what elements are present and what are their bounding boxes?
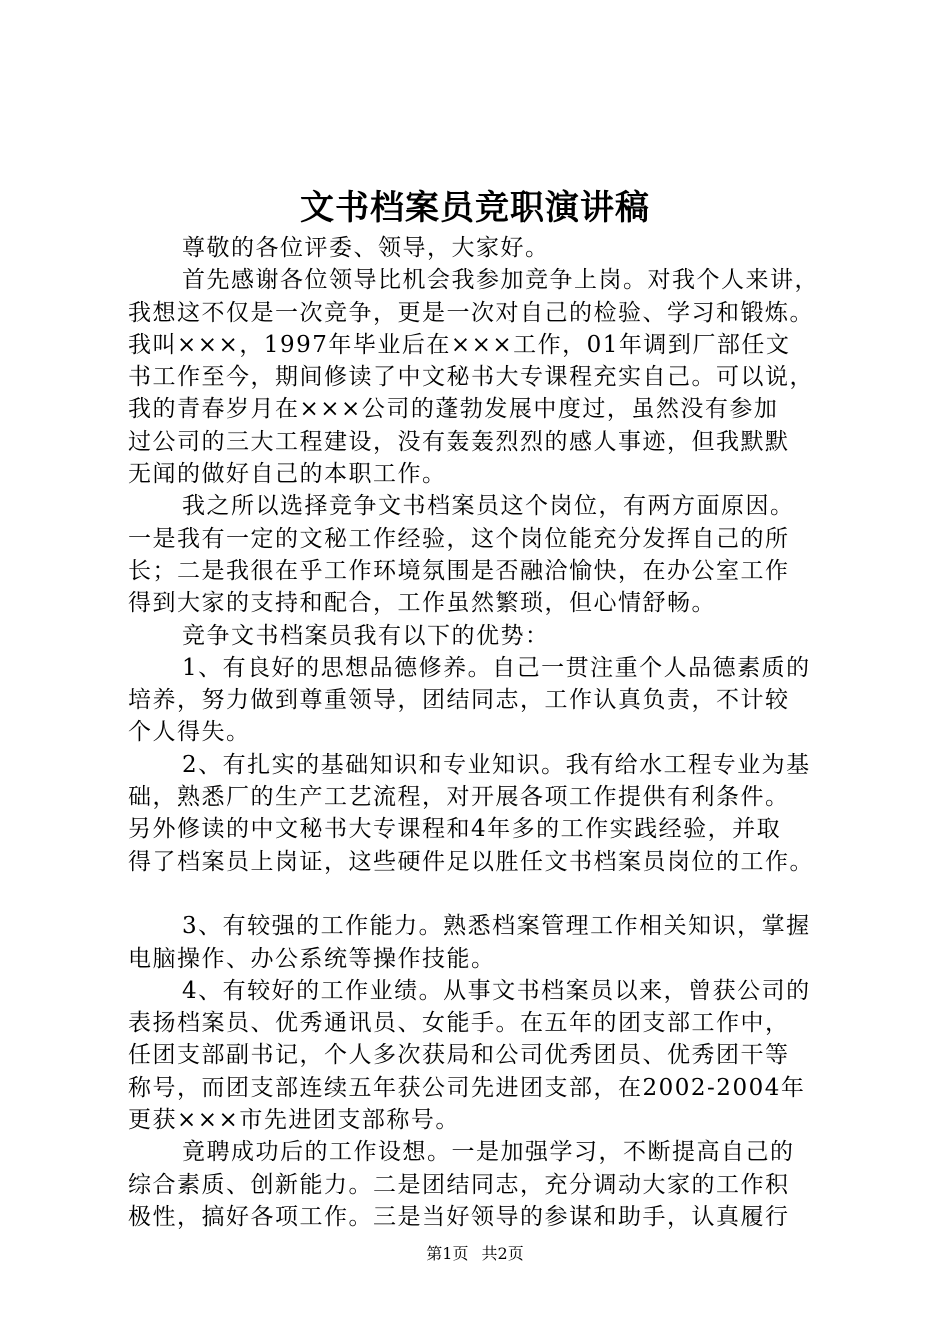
text-line: 个人得失。 <box>128 719 251 746</box>
blank-line <box>128 878 848 910</box>
text-line: 竟聘成功后的工作设想。一是加强学习，不断提高自己的 <box>182 1139 795 1166</box>
text-line: 长；二是我很在乎工作环境氛围是否融洽愉快，在办公室工作 <box>128 557 790 584</box>
text-line: 任团支部副书记，个人多次获局和公司优秀团员、优秀团干等 <box>128 1042 790 1069</box>
page-footer <box>0 1243 950 1265</box>
text-line: 2、有扎实的基础知识和专业知识。我有给水工程专业为基 <box>182 751 811 778</box>
page-number: 第1页 <box>426 1244 469 1263</box>
text-line: 首先感谢各位领导比机会我参加竞争上岗。对我个人来讲， <box>182 267 819 294</box>
text-line: 础，熟悉厂的生产工艺流程，对开展各项工作提供有利条件。 <box>128 784 790 811</box>
text-line: 极性，搞好各项工作。三是当好领导的参谋和助手，认真履行 <box>128 1203 790 1230</box>
text-line: 得到大家的支持和配合，工作虽然繁琐，但心情舒畅。 <box>128 590 716 617</box>
text-line: 尊敬的各位评委、领导，大家好。 <box>182 235 550 261</box>
text-line: 我叫×××，1997年毕业后在×××工作，01年调到厂部任文 <box>128 331 791 358</box>
text-line: 竞争文书档案员我有以下的优势： <box>182 622 550 649</box>
text-line: 1、有良好的思想品德修养。自己一贯注重个人品德素质的 <box>182 654 811 681</box>
text-line: 一是我有一定的文秘工作经验，这个岗位能充分发挥自己的所 <box>128 525 790 552</box>
text-line: 3、有较强的工作能力。熟悉档案管理工作相关知识，掌握 <box>182 913 811 940</box>
text-line: 称号，而团支部连续五年获公司先进团支部，在2002-2004年 <box>128 1074 806 1101</box>
text-line: 综合素质、创新能力。二是团结同志，充分调动大家的工作积 <box>128 1171 790 1198</box>
text-line: 另外修读的中文秘书大专课程和4年多的工作实践经验，并取 <box>128 816 782 843</box>
text-line: 培养，努力做到尊重领导，团结同志，工作认真负责，不计较 <box>128 687 790 714</box>
text-line: 我想这不仅是一次竞争，更是一次对自己的检验、学习和锻炼。 <box>128 299 814 326</box>
text-line: 我的青春岁月在×××公司的蓬勃发展中度过，虽然没有参加 <box>128 396 779 423</box>
text-line: 表扬档案员、优秀通讯员、女能手。在五年的团支部工作中， <box>128 1010 790 1037</box>
text-line: 更获×××市先进团支部称号。 <box>128 1107 460 1134</box>
text-line: 得了档案员上岗证，这些硬件足以胜任文书档案员岗位的工作。 <box>128 848 814 875</box>
text-line: 书工作至今，期间修读了中文秘书大专课程充实自己。可以说， <box>128 364 814 391</box>
text-line: 我之所以选择竞争文书档案员这个岗位，有两方面原因。 <box>182 493 795 520</box>
text-line: 4、有较好的工作业绩。从事文书档案员以来，曾获公司的 <box>182 977 811 1004</box>
document-title: 文书档案员竞职演讲稿 <box>300 188 650 228</box>
text-line: 无闻的做好自己的本职工作。 <box>128 461 447 488</box>
text-line: 电脑操作、办公系统等操作技能。 <box>128 945 496 972</box>
page-total: 共2页 <box>481 1244 524 1263</box>
document-body <box>128 232 848 1233</box>
text-line: 过公司的三大工程建设，没有轰轰烈烈的感人事迹，但我默默 <box>128 428 790 455</box>
